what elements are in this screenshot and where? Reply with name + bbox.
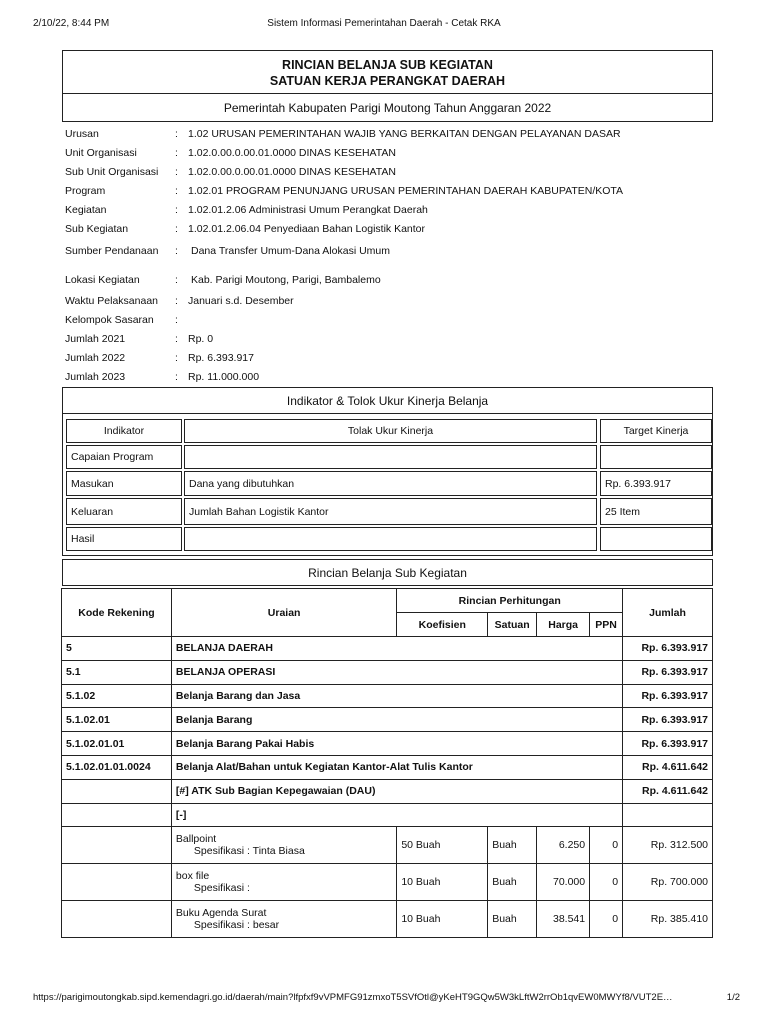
- info-colon: :: [175, 295, 178, 307]
- header-satuan: Satuan: [488, 613, 537, 637]
- info-label: Jumlah 2021: [65, 333, 126, 345]
- kode-cell: [62, 864, 172, 901]
- info-value: 1.02 URUSAN PEMERINTAHAN WAJIB YANG BERKAITAN DENGAN PELAYANAN DASAR: [188, 128, 621, 140]
- document-title-box: [62, 50, 713, 94]
- item-satuan: Buah: [488, 827, 537, 864]
- item-koefisien: 50 Buah: [397, 827, 488, 864]
- info-colon: :: [175, 223, 178, 235]
- jumlah-cell: Rp. 6.393.917: [623, 660, 713, 684]
- table-row: [62, 732, 713, 756]
- indikator-cell: [600, 445, 712, 469]
- info-label: Unit Organisasi: [65, 147, 137, 159]
- indikator-cell: [600, 527, 712, 551]
- info-label: Sub Unit Organisasi: [65, 166, 159, 178]
- jumlah-cell: Rp. 6.393.917: [623, 684, 713, 708]
- info-colon: :: [175, 352, 178, 364]
- info-value: 1.02.0.00.0.00.01.0000 DINAS KESEHATAN: [188, 166, 396, 178]
- info-value: Januari s.d. Desember: [188, 295, 294, 307]
- jumlah-cell: Rp. 6.393.917: [623, 708, 713, 732]
- indikator-cell: Keluaran: [66, 498, 182, 525]
- item-spec: Spesifikasi : besar: [193, 919, 280, 932]
- item-koefisien: 10 Buah: [397, 901, 488, 938]
- item-spec: Spesifikasi : Tinta Biasa: [193, 845, 305, 858]
- item-harga: 70.000: [537, 864, 590, 901]
- table-header-row: [62, 589, 713, 613]
- uraian-cell: Belanja Alat/Bahan untuk Kegiatan Kantor-Alat Tulis Kantor: [171, 755, 622, 779]
- jumlah-cell: [623, 803, 713, 827]
- table-row: [62, 637, 713, 661]
- jumlah-cell: Rp. 6.393.917: [623, 637, 713, 661]
- header-uraian: Uraian: [171, 589, 396, 637]
- info-value: Rp. 11.000.000: [188, 371, 260, 383]
- kode-cell: [62, 901, 172, 938]
- header-ppn: PPN: [590, 613, 623, 637]
- info-label: Urusan: [65, 128, 99, 140]
- document-title-line1: RINCIAN BELANJA SUB KEGIATAN: [282, 58, 493, 72]
- info-colon: :: [175, 333, 178, 345]
- uraian-cell: [-]: [171, 803, 622, 827]
- document-title-line2: SATUAN KERJA PERANGKAT DAERAH: [269, 74, 506, 88]
- item-row: [62, 901, 713, 938]
- table-row: [62, 660, 713, 684]
- item-description: [171, 864, 396, 901]
- info-label: Waktu Pelaksanaan: [65, 295, 158, 307]
- item-ppn: 0: [590, 827, 623, 864]
- item-description: [171, 827, 396, 864]
- jumlah-cell: Rp. 4.611.642: [623, 779, 713, 803]
- info-value: Rp. 6.393.917: [188, 352, 254, 364]
- item-satuan: Buah: [488, 864, 537, 901]
- item-harga: 38.541: [537, 901, 590, 938]
- kode-cell: 5.1.02: [62, 684, 172, 708]
- item-koefisien: 10 Buah: [397, 864, 488, 901]
- info-colon: :: [175, 128, 178, 140]
- info-value: Kab. Parigi Moutong, Parigi, Bambalemo: [191, 274, 381, 286]
- info-value: 1.02.0.00.0.00.01.0000 DINAS KESEHATAN: [188, 147, 396, 159]
- indikator-header: Tolak Ukur Kinerja: [184, 419, 597, 443]
- rincian-section-title: Rincian Belanja Sub Kegiatan: [62, 559, 713, 586]
- uraian-cell: BELANJA DAERAH: [171, 637, 622, 661]
- info-colon: :: [175, 274, 178, 286]
- item-name: Buku Agenda Surat: [175, 907, 267, 920]
- item-description: [171, 901, 396, 938]
- info-colon: :: [175, 166, 178, 178]
- uraian-cell: Belanja Barang: [171, 708, 622, 732]
- item-ppn: 0: [590, 901, 623, 938]
- uraian-cell: [#] ATK Sub Bagian Kepegawaian (DAU): [171, 779, 622, 803]
- print-header-title: Sistem Informasi Pemerintahan Daerah - Cetak RKA: [267, 18, 501, 29]
- table-row: [62, 755, 713, 779]
- info-value: 1.02.01.2.06.04 Penyediaan Bahan Logistik Kantor: [188, 223, 426, 235]
- header-harga: Harga: [537, 613, 590, 637]
- document-subtitle: Pemerintah Kabupaten Parigi Moutong Tahun Anggaran 2022: [62, 94, 713, 122]
- kode-cell: 5.1.02.01.01.0024: [62, 755, 172, 779]
- info-colon: :: [175, 204, 178, 216]
- item-jumlah: Rp. 312.500: [623, 827, 713, 864]
- kode-cell: [62, 803, 172, 827]
- indikator-section-title: Indikator & Tolok Ukur Kinerja Belanja: [62, 387, 713, 414]
- indikator-header: Target Kinerja: [600, 419, 712, 443]
- header-jumlah: Jumlah: [623, 589, 713, 637]
- info-value: 1.02.01 PROGRAM PENUNJANG URUSAN PEMERINTAHAN DAERAH KABUPATEN/KOTA: [188, 185, 624, 197]
- kode-cell: 5.1: [62, 660, 172, 684]
- indikator-cell: Jumlah Bahan Logistik Kantor: [184, 498, 597, 525]
- info-label: Sub Kegiatan: [65, 223, 129, 235]
- table-row: [62, 803, 713, 827]
- uraian-cell: Belanja Barang Pakai Habis: [171, 732, 622, 756]
- rincian-table: [61, 588, 713, 938]
- item-ppn: 0: [590, 864, 623, 901]
- item-spec: Spesifikasi :: [193, 882, 250, 895]
- kode-cell: 5.1.02.01: [62, 708, 172, 732]
- table-row: [62, 684, 713, 708]
- item-row: [62, 864, 713, 901]
- indikator-cell: Masukan: [66, 471, 182, 496]
- kode-cell: [62, 827, 172, 864]
- info-label: Kegiatan: [65, 204, 107, 216]
- info-value: Rp. 0: [188, 333, 214, 345]
- indikator-table: [62, 414, 713, 556]
- info-colon: :: [175, 147, 178, 159]
- indikator-cell: [184, 445, 597, 469]
- footer-url: https://parigimoutongkab.sipd.kemendagri.go.id/daerah/main?lfpfxf9vVPMFG91zmxoT5SVfOtl@yKeHT9GQw5W3kLftW2rrOb1qvEW0MWYf8/VUT2E…: [33, 992, 673, 1003]
- info-colon: :: [175, 371, 178, 383]
- indikator-cell: Capaian Program: [66, 445, 182, 469]
- info-colon: :: [175, 185, 178, 197]
- kode-cell: 5.1.02.01.01: [62, 732, 172, 756]
- kode-cell: 5: [62, 637, 172, 661]
- item-name: box file: [175, 870, 210, 883]
- item-satuan: Buah: [488, 901, 537, 938]
- uraian-cell: BELANJA OPERASI: [171, 660, 622, 684]
- info-label: Sumber Pendanaan: [65, 245, 159, 257]
- info-label: Lokasi Kegiatan: [65, 274, 140, 286]
- header-koefisien: Koefisien: [397, 613, 488, 637]
- item-harga: 6.250: [537, 827, 590, 864]
- uraian-cell: Belanja Barang dan Jasa: [171, 684, 622, 708]
- item-jumlah: Rp. 700.000: [623, 864, 713, 901]
- indikator-cell: Dana yang dibutuhkan: [184, 471, 597, 496]
- info-label: Kelompok Sasaran: [65, 314, 154, 326]
- header-perhitungan: Rincian Perhitungan: [397, 589, 623, 613]
- table-row: [62, 708, 713, 732]
- jumlah-cell: Rp. 4.611.642: [623, 755, 713, 779]
- indikator-cell: [184, 527, 597, 551]
- item-jumlah: Rp. 385.410: [623, 901, 713, 938]
- info-colon: :: [175, 314, 178, 326]
- indikator-cell: 25 Item: [600, 498, 712, 525]
- info-label: Jumlah 2022: [65, 352, 126, 364]
- table-row: [62, 779, 713, 803]
- indikator-cell: Rp. 6.393.917: [600, 471, 712, 496]
- indikator-header: Indikator: [66, 419, 182, 443]
- print-datetime: 2/10/22, 8:44 PM: [33, 18, 110, 29]
- info-value: Dana Transfer Umum-Dana Alokasi Umum: [191, 245, 390, 257]
- info-label: Program: [65, 185, 106, 197]
- info-colon: :: [175, 245, 178, 257]
- kode-cell: [62, 779, 172, 803]
- info-label: Jumlah 2023: [65, 371, 126, 383]
- header-kode: Kode Rekening: [62, 589, 172, 637]
- jumlah-cell: Rp. 6.393.917: [623, 732, 713, 756]
- indikator-cell: Hasil: [66, 527, 182, 551]
- item-name: Ballpoint: [175, 833, 217, 846]
- footer-page-number: 1/2: [726, 992, 740, 1003]
- item-row: [62, 827, 713, 864]
- info-value: 1.02.01.2.06 Administrasi Umum Perangkat Daerah: [188, 204, 428, 216]
